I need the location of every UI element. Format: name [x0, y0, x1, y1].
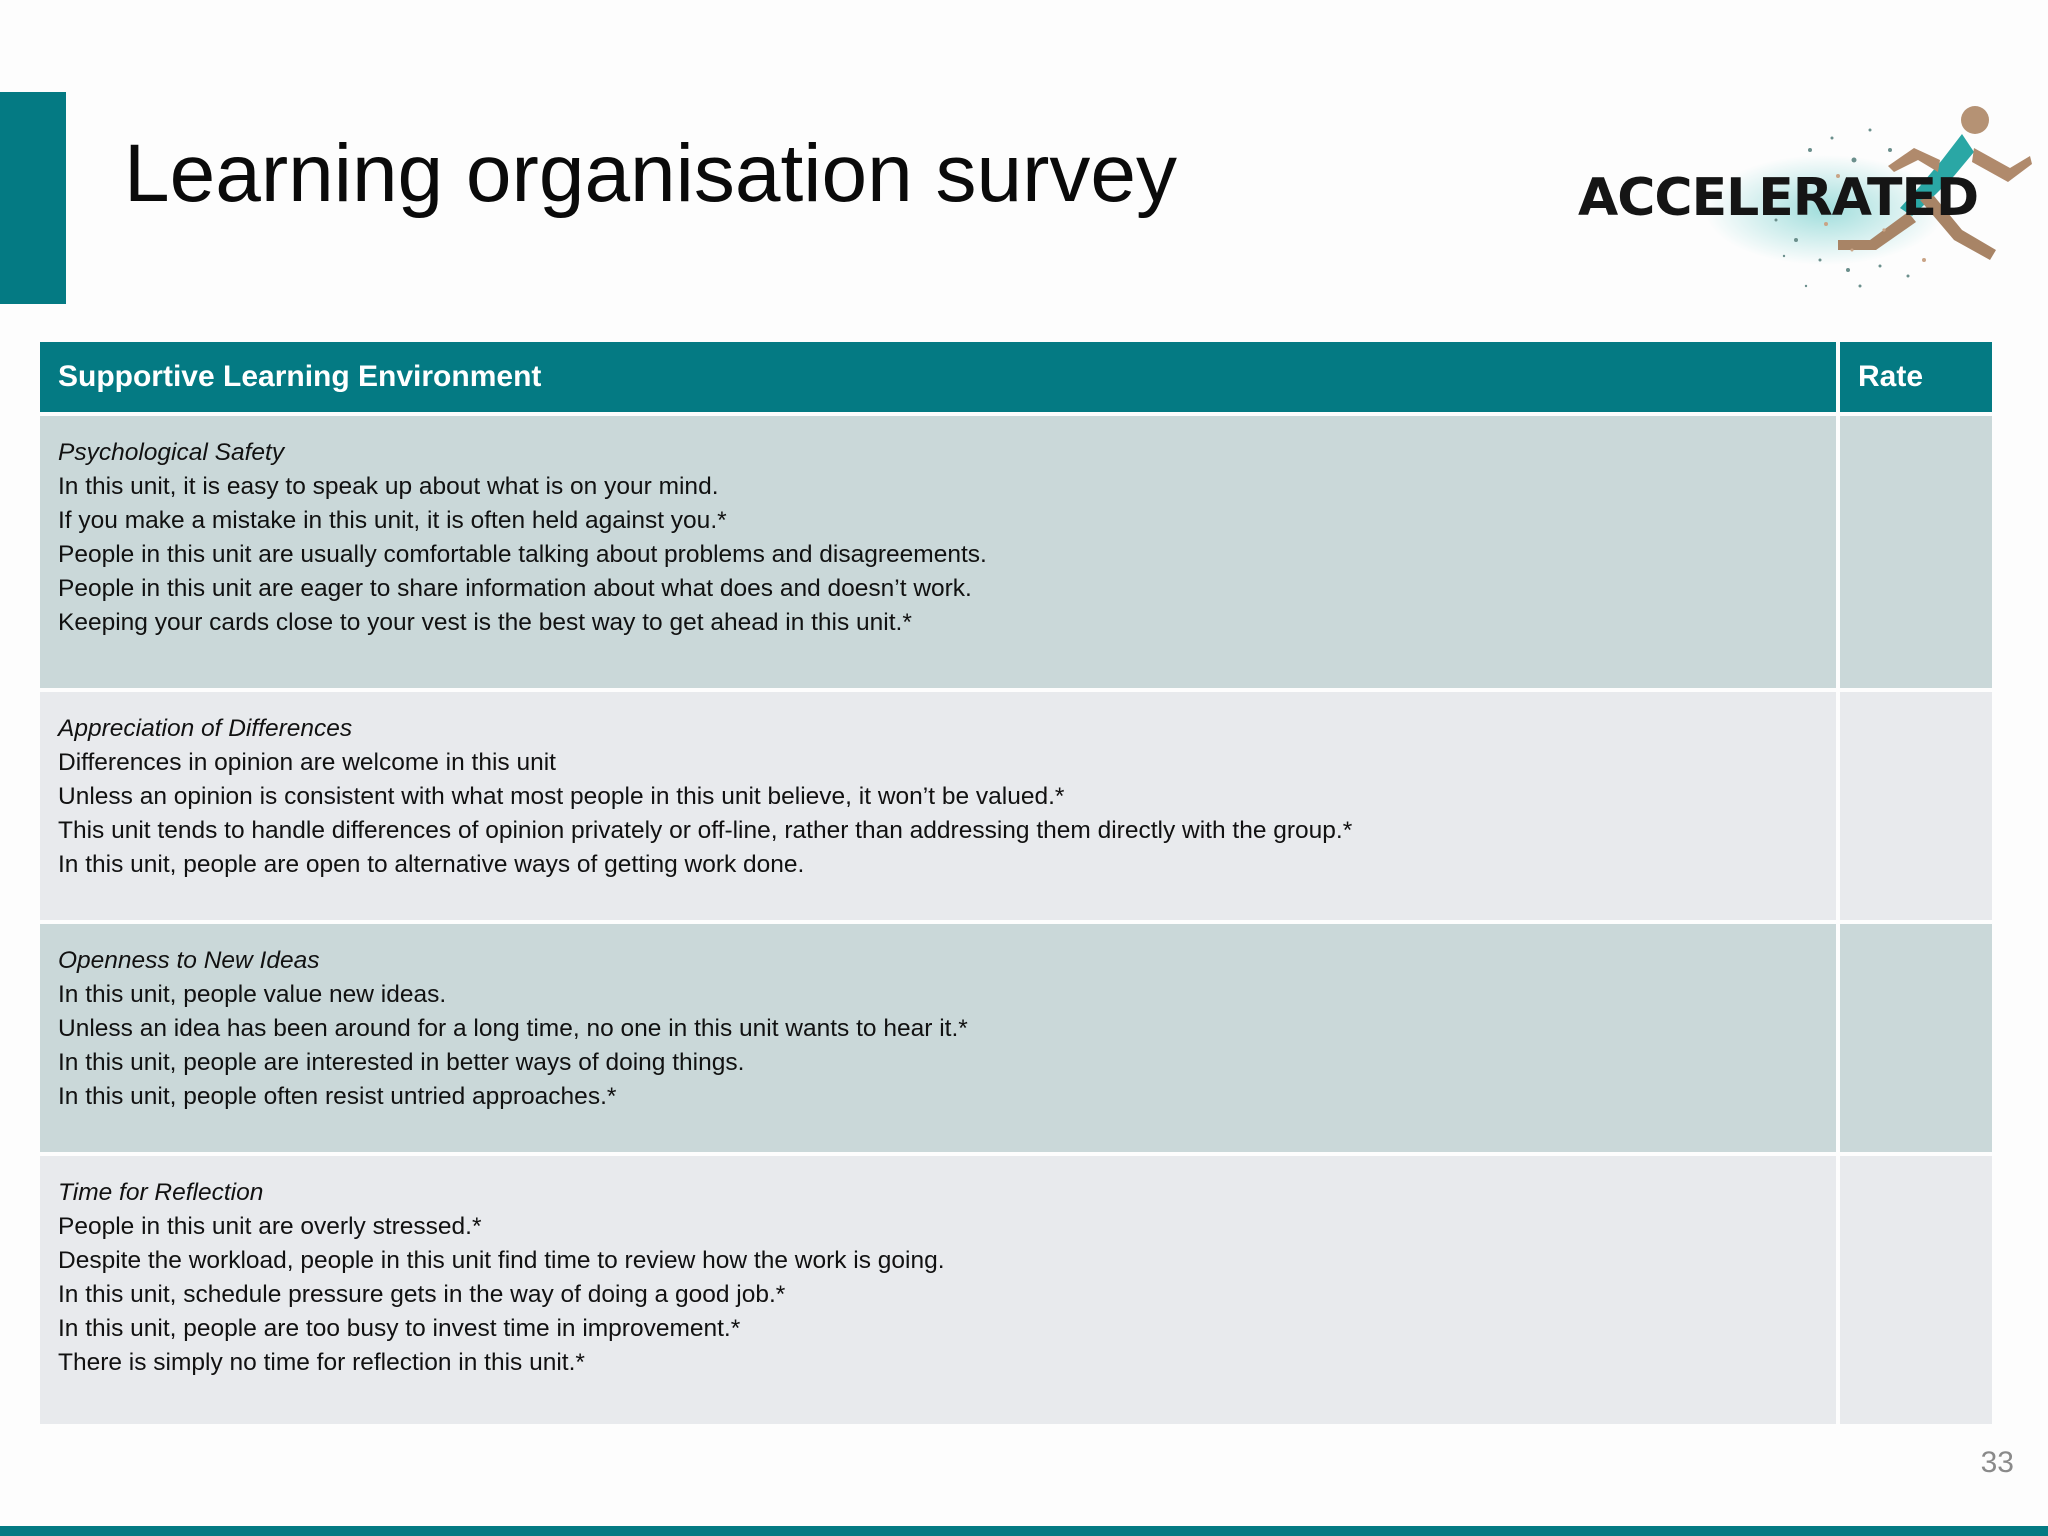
rate-cell[interactable]	[1840, 416, 1992, 688]
section-title: Openness to New Ideas	[58, 947, 320, 974]
survey-item: In this unit, people are interested in better ways of doing things.	[58, 1049, 745, 1076]
slide-title: Learning organisation survey	[124, 128, 1177, 219]
survey-item: If you make a mistake in this unit, it is often held against you.*	[58, 507, 727, 534]
survey-table	[36, 338, 1996, 1428]
survey-item: Unless an idea has been around for a long time, no one in this unit wants to hear it.*	[58, 1015, 968, 1042]
table-row	[40, 692, 1992, 920]
section-title: Time for Reflection	[58, 1179, 264, 1206]
logo-wordmark: ACCELERATED	[1578, 168, 1979, 228]
rate-cell[interactable]	[1840, 692, 1992, 920]
table-row	[40, 924, 1992, 1152]
survey-item: In this unit, people value new ideas.	[58, 981, 447, 1008]
survey-item: In this unit, it is easy to speak up about what is on your mind.	[58, 473, 719, 500]
survey-item: Keeping your cards close to your vest is the best way to get ahead in this unit.*	[58, 609, 912, 636]
section-title: Psychological Safety	[58, 439, 285, 466]
section-cell-openness-to-new-ideas	[40, 924, 1836, 1152]
survey-item: In this unit, people are open to alternative ways of getting work done.	[58, 851, 805, 878]
survey-item: People in this unit are eager to share information about what does and doesn’t work.	[58, 575, 972, 602]
rate-cell[interactable]	[1840, 1156, 1992, 1424]
survey-item: In this unit, people are too busy to invest time in improvement.*	[58, 1315, 741, 1342]
header-section: Supportive Learning Environment	[40, 342, 1836, 412]
survey-item: There is simply no time for reflection in this unit.*	[58, 1349, 585, 1376]
survey-item: In this unit, schedule pressure gets in the way of doing a good job.*	[58, 1281, 786, 1308]
section-cell-appreciation-of-differences	[40, 692, 1836, 920]
survey-item: Unless an opinion is consistent with what most people in this unit believe, it won’t be valued.*	[58, 783, 1065, 810]
page-number: 33	[1980, 1446, 2014, 1479]
survey-item: This unit tends to handle differences of opinion privately or off-line, rather than addressing them directly with the group.*	[58, 817, 1353, 844]
survey-item: Despite the workload, people in this unit find time to review how the work is going.	[58, 1247, 945, 1274]
title-accent-bar	[0, 92, 66, 304]
header-rate: Rate	[1840, 342, 1992, 412]
table-row	[40, 1156, 1992, 1424]
rate-cell[interactable]	[1840, 924, 1992, 1152]
table-row	[40, 416, 1992, 688]
section-cell-time-for-reflection	[40, 1156, 1836, 1424]
survey-item: People in this unit are overly stressed.*	[58, 1213, 482, 1240]
survey-item: People in this unit are usually comfortable talking about problems and disagreements.	[58, 541, 987, 568]
survey-item: In this unit, people often resist untried approaches.*	[58, 1083, 617, 1110]
section-cell-psychological-safety	[40, 416, 1836, 688]
table-header-row	[40, 342, 1992, 412]
footer-accent-bar	[0, 1526, 2048, 1536]
section-title: Appreciation of Differences	[58, 715, 353, 742]
accelerated-logo	[1570, 90, 2040, 304]
survey-item: Differences in opinion are welcome in this unit	[58, 749, 556, 776]
